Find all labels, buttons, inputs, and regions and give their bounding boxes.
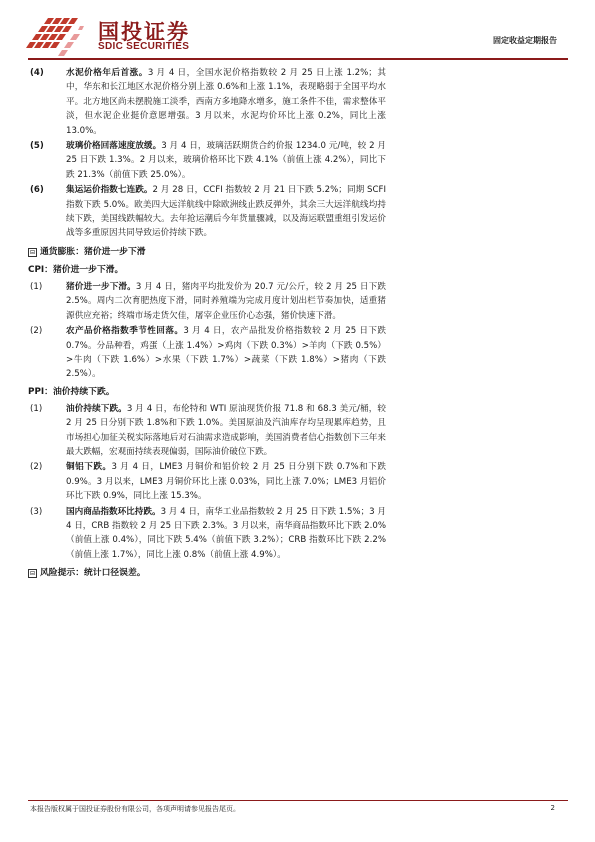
report-body [28, 66, 568, 583]
item-text [66, 324, 568, 382]
section-title: 风险提示：统计口径误差。 [40, 568, 146, 579]
ppi-subheading: PPI：油价持续下跌。 [28, 386, 115, 397]
item-number: (6) [30, 185, 44, 196]
list-item [28, 402, 568, 460]
item-body: 3 月 4 日，玻璃活跃期货合约价报 1234.0 元/吨，较 2 月 25 日下跌 1.3%。2 月以来，玻璃价格环比下跌 4.1%（前值上涨 4.2%），同比下跌 21.3%（前值下跌 25.0%）。 [66, 141, 386, 180]
report-type-label: 固定收益定期报告 [493, 36, 557, 45]
item-text [66, 183, 568, 241]
item-number: (2) [30, 462, 43, 473]
page-header [0, 0, 595, 58]
item-body: 2 月 28 日，CCFI 指数较 2 月 21 日下跌 5.2%；同期 SCFI 指数下跌 5.0%。欧美四大远洋航线中除欧洲线止跌反弹外，其余三大远洋航线均持续下跌，美国线跌幅较大。去年抢运潮后今年货量骤减，以及海运联盟重组引发运价战等多重原因共同导致运价持续下跌。 [66, 185, 386, 239]
item-headline: 水泥价格年后首涨。 [66, 68, 148, 78]
logo-mark-icon [26, 16, 84, 56]
item-text [66, 280, 568, 323]
collapse-box-icon: ⊟ [29, 570, 36, 578]
item-headline: 国内商品指数环比持跌。 [66, 506, 161, 517]
logo-text-cn: 国投证券 [98, 20, 190, 44]
item-body: 3 月 4 日，南华工业品指数较 2 月 25 日下跌 1.5%；3 月 4 日，CRB 指数较 2 月 25 日下跌 2.3%。3 月以来，南华商品指数环比下跌 2.0%（前值上涨 0.4%），同比下跌 5.4%（前值下跌 3.2%）；CRB 指数环比下跌 2.2%（前值上涨 1.7%），同比上涨 0.8%（前值上涨 4.9%）。 [66, 506, 386, 560]
item-body: 3 月 4 日，猪肉平均批发价为 20.7 元/公斤，较 2 月 25 日下跌 2.5%。周内二次育肥热度下滑，同时养殖端为完成月度计划出栏节奏加快，适重猪源供应充裕；终端市场走货欠佳，屠宰企业压价心态强，猪价快速下滑。 [66, 281, 386, 321]
item-number: (4) [30, 68, 44, 78]
item-text [66, 505, 568, 563]
item-headline: 铜铝下跌。 [66, 462, 112, 473]
item-headline: 猪价进一步下滑。 [66, 281, 136, 292]
item-text [66, 139, 568, 182]
item-body: 3 月 4 日，农产品批发价格指数较 2 月 25 日下跌 0.7%。分品种看，鸡蛋（上涨 1.4%）>鸡肉（下跌 0.3%）>羊肉（下跌 0.5%）>牛肉（下跌 1.6%）>水果（下跌 1.7%）>蔬菜（下跌 1.8%）>猪肉（下跌 2.5%）。 [66, 326, 386, 380]
section-heading-risk [28, 566, 568, 581]
section-title: 通货膨胀：猪价进一步下滑 [40, 246, 146, 257]
item-headline: 油价持续下跌。 [66, 403, 127, 414]
item-text [66, 66, 568, 138]
item-number: (1) [30, 281, 43, 292]
header-divider [28, 58, 568, 60]
item-number: (2) [30, 326, 43, 337]
page-number: 2 [550, 804, 555, 812]
item-headline: 玻璃价格回落速度放缓。 [66, 141, 162, 152]
ppi-items-list [28, 402, 568, 562]
list-item [28, 505, 568, 563]
commodity-items-list [28, 66, 568, 241]
item-text [66, 460, 568, 503]
cpi-items-list [28, 280, 568, 382]
item-body: 3 月 4 日，LME3 月铜价和铝价较 2 月 25 日分别下跌 0.7%和下跌 0.9%。3 月以来，LME3 月铜价环比上涨 0.03%，同比上涨 7.0%；LME3 月铝价环比下跌 0.9%，同比上涨 15.3%。 [66, 462, 386, 502]
item-headline: 集运运价指数七连跌。 [66, 185, 153, 196]
section-heading-inflation [28, 245, 568, 260]
item-body: 3 月 4 日，布伦特和 WTI 原油现货价报 71.8 和 68.3 美元/桶，较 2 月 25 日分别下跌 1.8%和下跌 1.0%。美国原油及汽油库存均呈现累库趋势，且市场担心加征关税实际落地后对石油需求造成影响，美国消费者信心指数创下三年来最大跌幅，宏观面持续表现偏弱，国际油价破位下跌。 [66, 403, 386, 457]
list-item [28, 460, 568, 503]
cpi-subheading: CPI：猪价进一步下滑。 [28, 264, 124, 275]
item-number: (1) [30, 403, 43, 414]
list-item [28, 280, 568, 323]
list-item [28, 66, 568, 138]
footer-divider [28, 800, 568, 801]
list-item [28, 183, 568, 241]
logo-text-en: SDIC SECURITIES [98, 41, 190, 52]
item-text [66, 402, 568, 460]
footer-disclaimer: 本报告版权属于国投证券股份有限公司，各项声明请参见报告尾页。 [30, 805, 240, 813]
list-item [28, 139, 568, 182]
collapse-box-icon: ⊟ [29, 248, 36, 256]
item-number: (3) [30, 506, 43, 517]
item-body: 3 月 4 日，全国水泥价格指数较 2 月 25 日上涨 1.2%；其中，华东和长江地区水泥价格分别上涨 0.6%和上涨 1.1%，表现略弱于全国平均水平。北方地区尚未摆脱施工淡季，西南方多地降水增多，施工条件不佳，需求整体平淡，但水泥企业挺价意愿增强。3 月以来，水泥均价环比上涨 0.2%，同比上涨 13.0%。 [66, 68, 386, 136]
item-headline: 农产品价格指数季节性回落。 [66, 326, 184, 337]
list-item [28, 324, 568, 382]
item-number: (5) [30, 141, 44, 152]
